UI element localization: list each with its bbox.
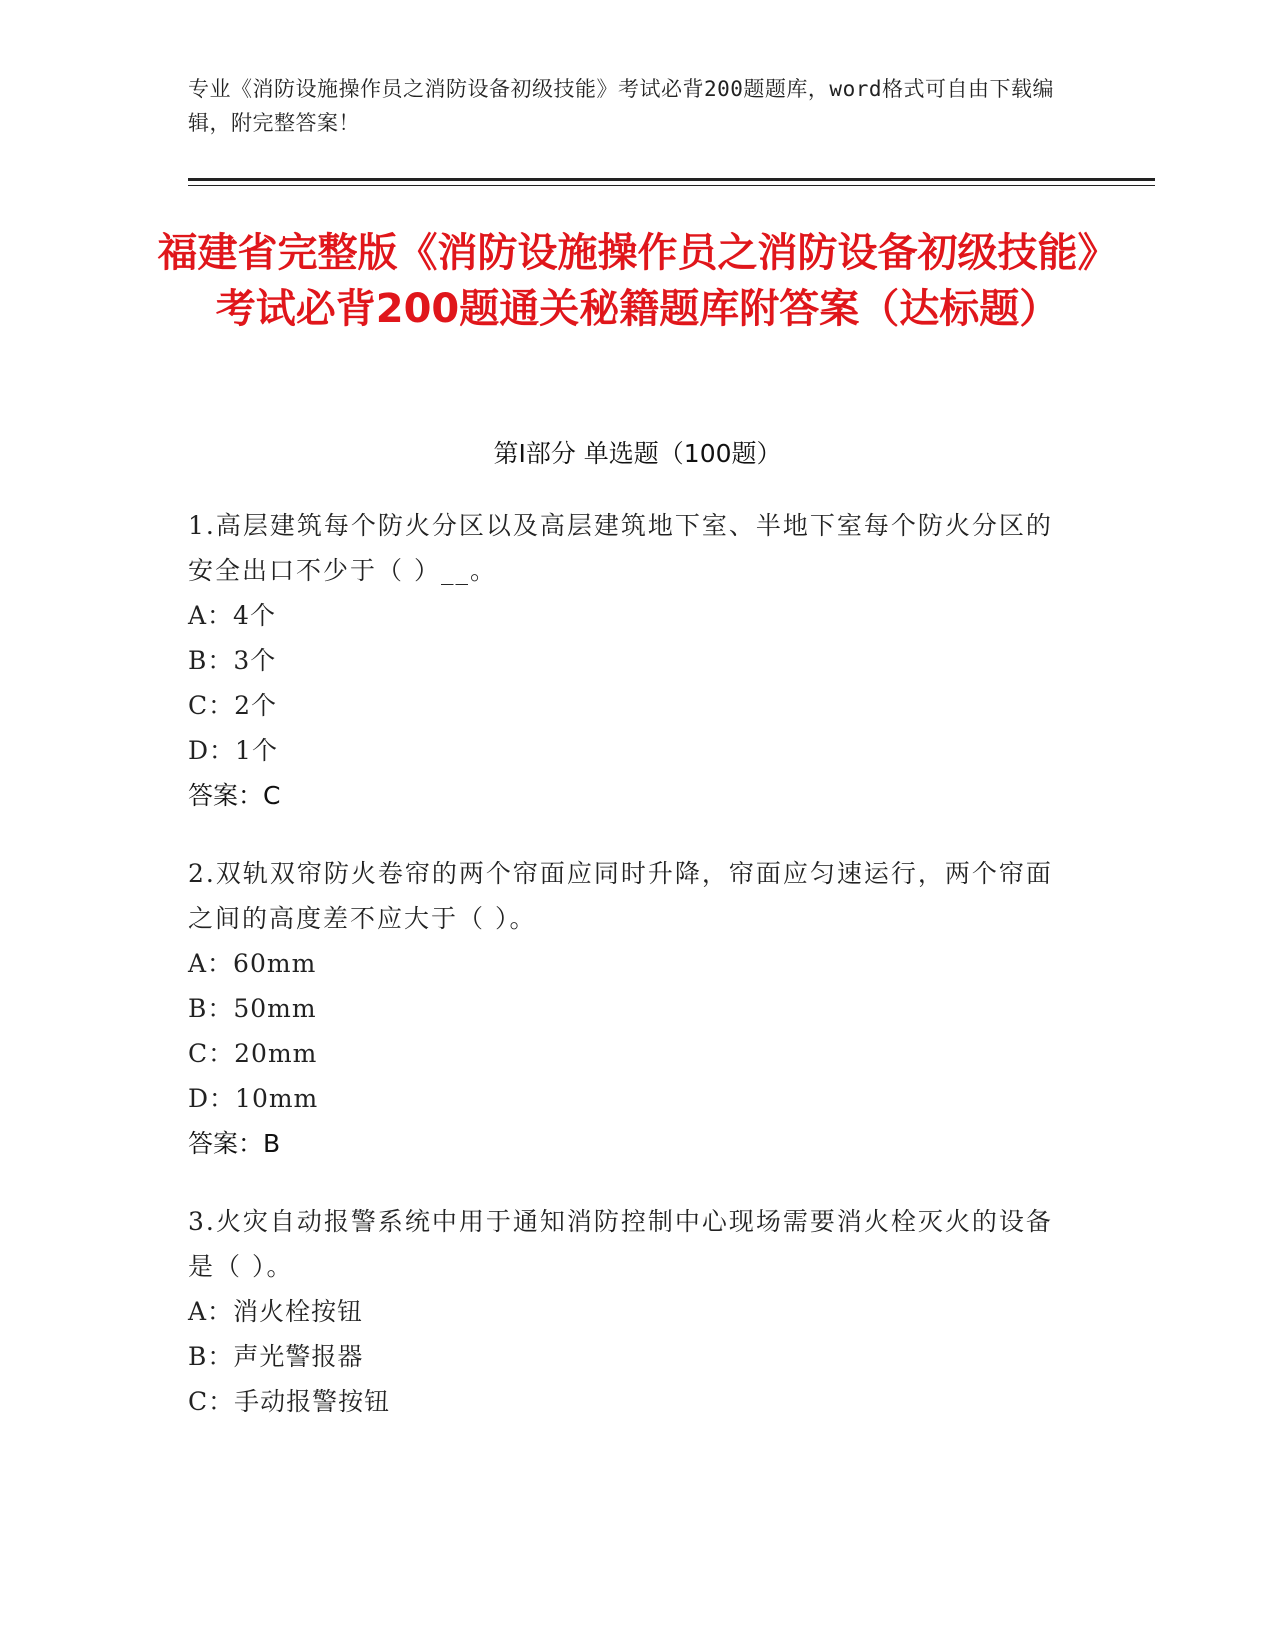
option-c: C：2个 <box>188 691 278 720</box>
question-stem: 3.火灾自动报警系统中用于通知消防控制中心现场需要消火栓灭火的设备是（ ）。 <box>188 1207 1053 1281</box>
option-a: A：4个 <box>188 601 276 630</box>
header-rule-thick <box>188 178 1155 181</box>
question-stem: 1.高层建筑每个防火分区以及高层建筑地下室、半地下室每个防火分区的安全出口不少于（ ）__。 <box>188 511 1053 585</box>
question-1 <box>188 503 1068 818</box>
option-b: B：声光警报器 <box>188 1342 364 1371</box>
option-b: B：50mm <box>188 994 317 1023</box>
question-2 <box>188 851 1068 1166</box>
option-a: A：消火栓按钮 <box>188 1297 364 1326</box>
option-b: B：3个 <box>188 646 277 675</box>
answer: 答案：B <box>188 1129 281 1158</box>
part-heading: 第Ⅰ部分 单选题（100题） <box>493 439 782 468</box>
answer: 答案：C <box>188 781 281 810</box>
document-title: 福建省完整版《消防设施操作员之消防设备初级技能》考试必背200题通关秘籍题库附答案（达标题） <box>157 230 1118 332</box>
question-stem: 2.双轨双帘防火卷帘的两个帘面应同时升降，帘面应匀速运行，两个帘面之间的高度差不应大于（ ）。 <box>188 859 1053 933</box>
option-d: D：1个 <box>188 736 278 765</box>
header-rule-thin <box>188 185 1155 186</box>
option-c: C：20mm <box>188 1039 318 1068</box>
question-3 <box>188 1199 1068 1424</box>
option-c: C：手动报警按钮 <box>188 1387 391 1416</box>
header-note: 专业《消防设施操作员之消防设备初级技能》考试必背200题题库，word格式可自由下载编辑，附完整答案！ <box>188 77 1054 135</box>
option-a: A：60mm <box>188 949 317 978</box>
option-d: D：10mm <box>188 1084 319 1113</box>
